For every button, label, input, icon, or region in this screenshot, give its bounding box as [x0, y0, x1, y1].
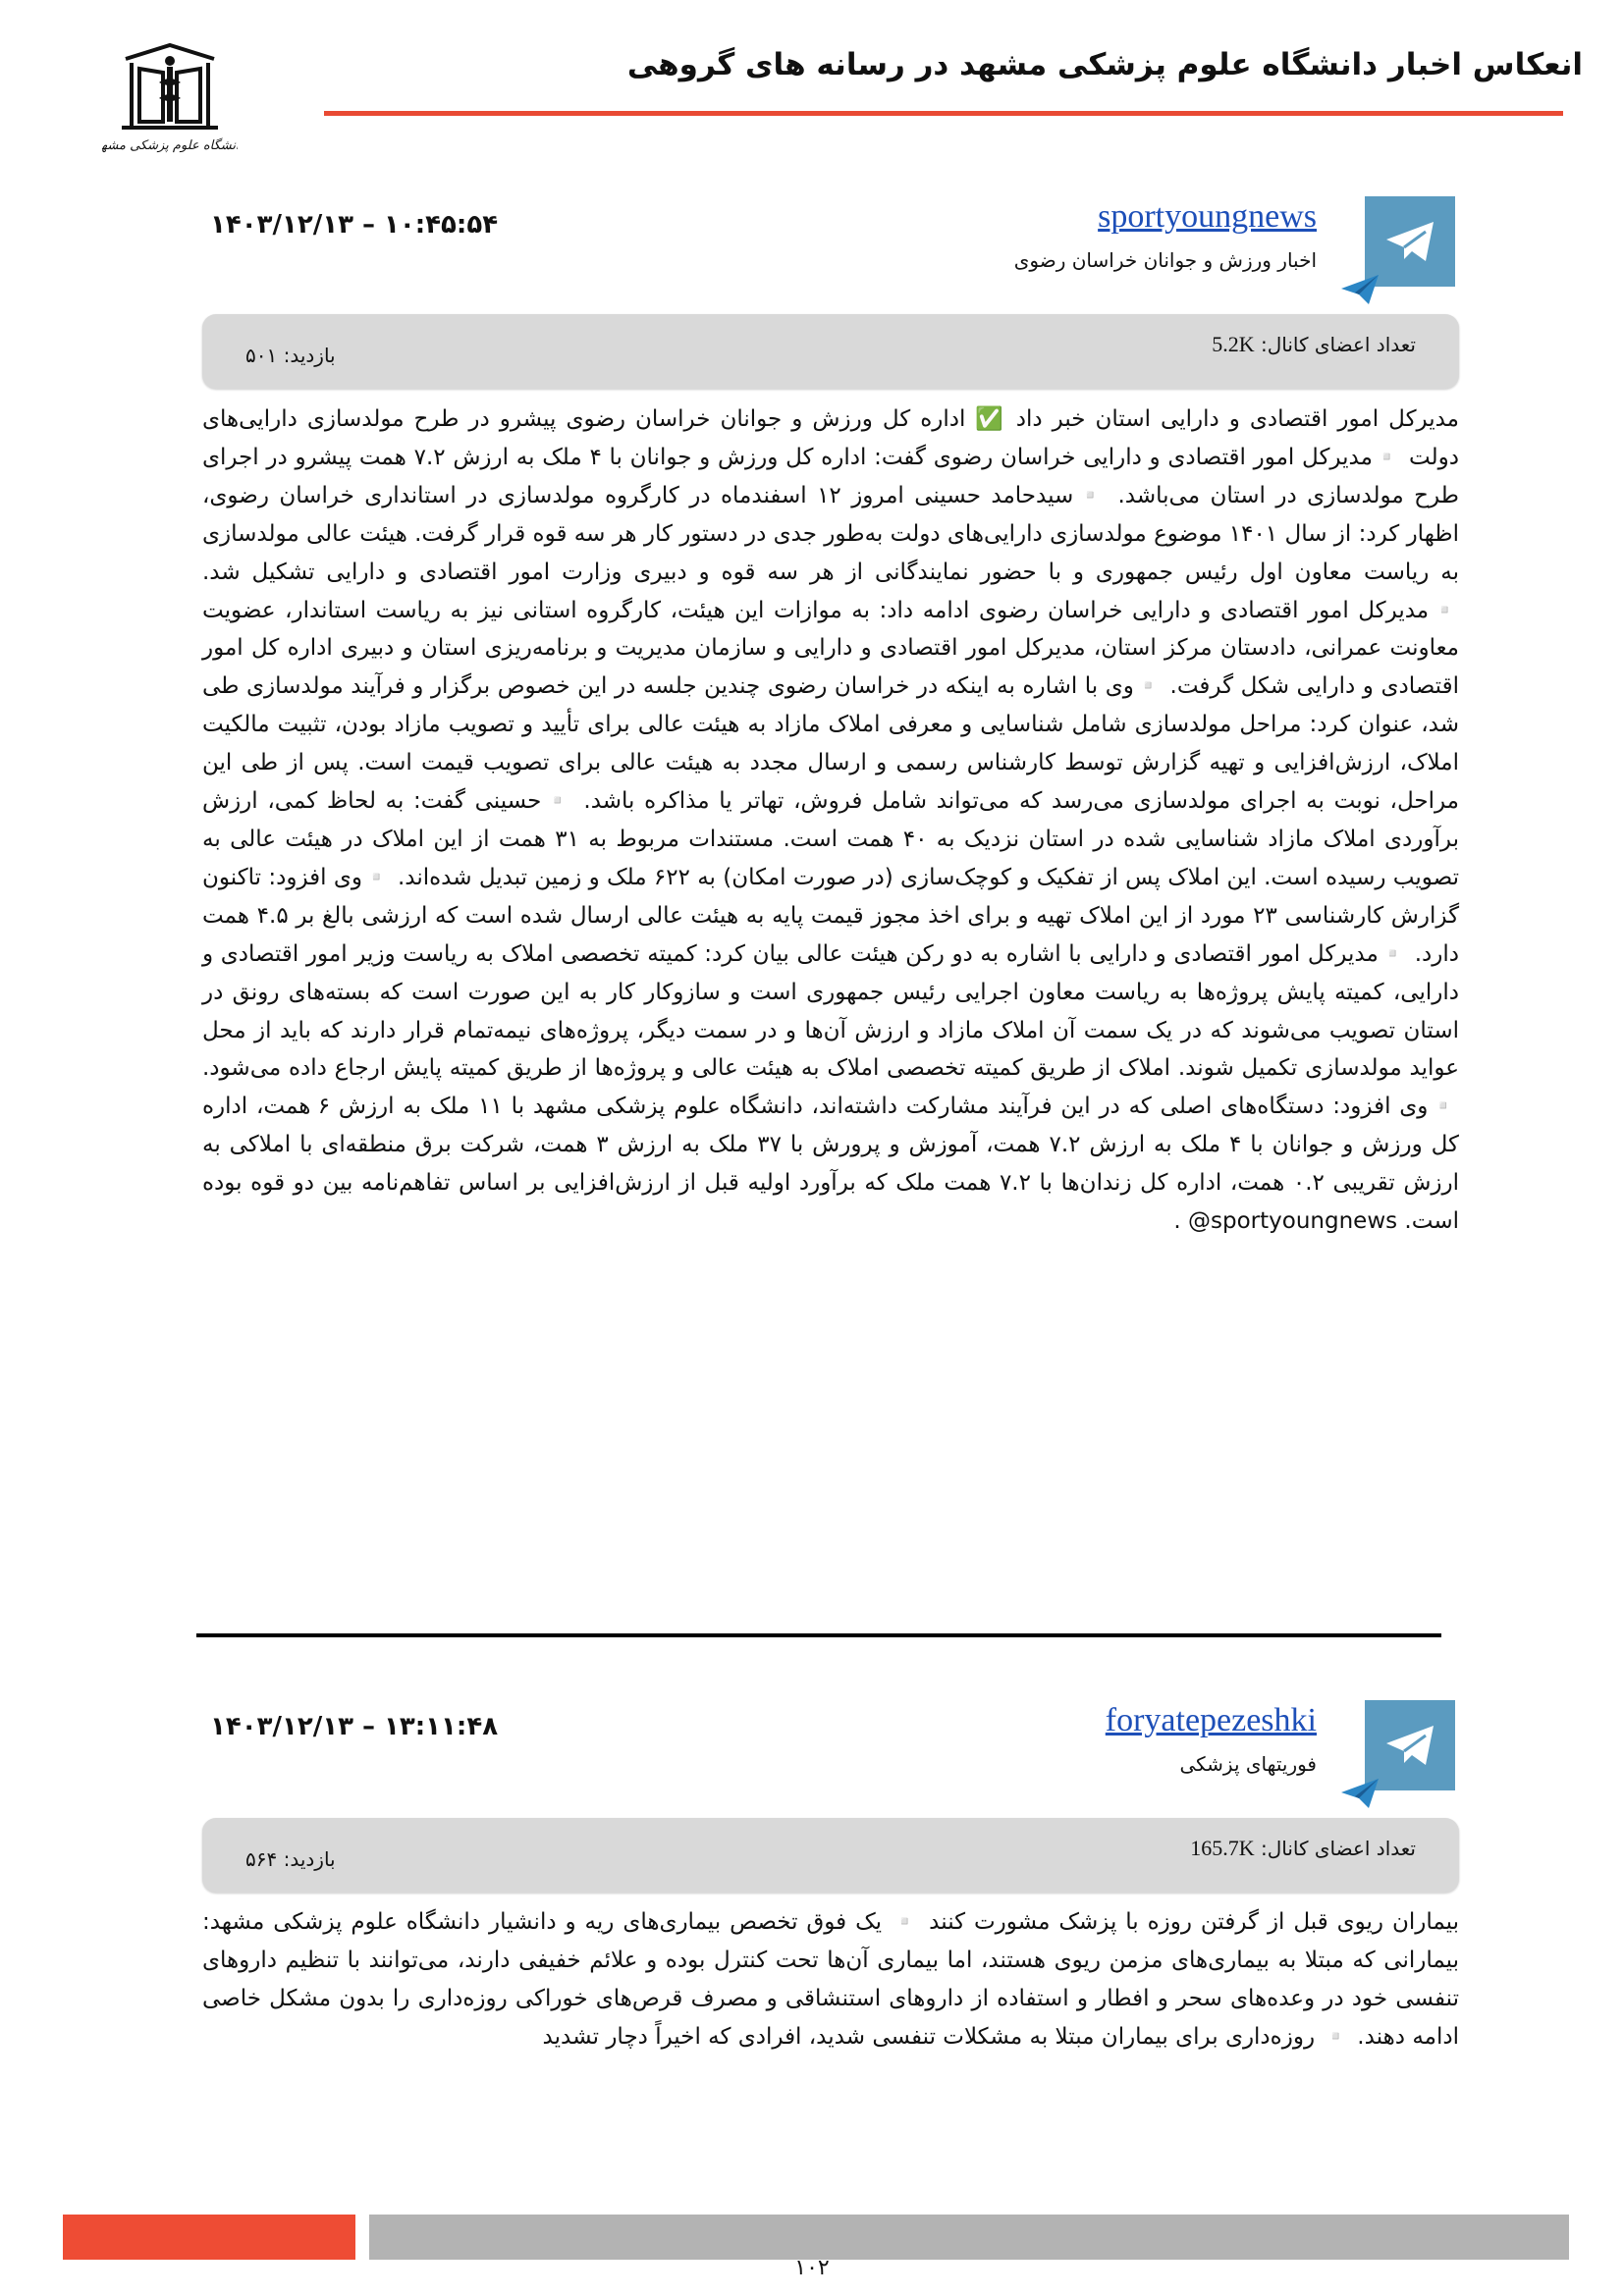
post-stats-box [202, 314, 1459, 389]
header-divider [324, 111, 1563, 116]
paper-plane-icon [1339, 1777, 1380, 1810]
channel-members [1190, 1836, 1416, 1861]
post-datetime: ۱۴۰۳/۱۲/۱۳ – ۱۰:۴۵:۵۴ [210, 210, 499, 240]
page-header-title: انعکاس اخبار دانشگاه علوم پزشکی مشهد در رسانه های گروهی [626, 47, 1583, 82]
members-value: 165.7K [1190, 1836, 1255, 1860]
members-label: تعداد اعضای کانال: [1260, 1837, 1416, 1860]
page-number: ۱۰۲ [794, 2256, 830, 2280]
post-divider [196, 1633, 1441, 1637]
footer-bar [369, 2215, 1569, 2260]
view-count: بازدید: ۵۰۱ [245, 344, 336, 367]
view-count: بازدید: ۵۶۴ [245, 1847, 336, 1871]
footer-accent-bar [63, 2215, 355, 2260]
post-datetime: ۱۴۰۳/۱۲/۱۳ – ۱۳:۱۱:۴۸ [210, 1712, 499, 1741]
post-stats-box [202, 1818, 1459, 1893]
paper-plane-icon [1339, 273, 1380, 306]
members-value: 5.2K [1212, 332, 1255, 356]
members-label: تعداد اعضای کانال: [1260, 333, 1416, 356]
post-body-text: مدیرکل امور اقتصادی و دارایی استان خبر داد ✅ اداره کل ورزش و جوانان خراسان رضوی پیشرو در طرح مولدسازی دارایی‌های دولت ▫️مدیرکل امور اقتصادی و دارایی خراسان رضوی گفت: اداره کل ورزش و جوانان با ۴ ملک به ارزش ۷.۲ همت پیشرو در اجرای طرح مولدسازی در استان می‌باشد. ▫️سیدحامد حسینی امروز ۱۲ اسفندماه در کارگروه مولدسازی در استانداری خراسان رضوی، اظهار کرد: از سال ۱۴۰۱ موضوع مولدسازی دارایی‌های دولت به‌طور جدی در دستور کار هر سه قوه قرار گرفت. هیئت عالی مولدسازی به ریاست معاون اول رئیس جمهوری و با حضور نمایندگانی از هر سه قوه و دبیری وزارت امور اقتصادی و دارایی تشکیل شد. ▫️مدیرکل امور اقتصادی و دارایی خراسان رضوی ادامه داد: به موازات این هیئت، کارگروه استانی نیز به ریاست استاندار، عضویت معاونت عمرانی، دادستان مرکز استان، مدیرکل امور اقتصادی و دارایی و سازمان مدیریت و برنامه‌ریزی استان و دبیری اداره کل امور اقتصادی و دارایی شکل گرفت. ▫️وی با اشاره به اینکه در خراسان رضوی چندین جلسه در این خصوص برگزار و فرآیند مولدسازی طی شد، عنوان کرد: مراحل مولدسازی شامل شناسایی و معرفی املاک مازاد به هیئت عالی برای تأیید و تصویب مازاد بودن، تثبیت مالکیت املاک، ارزش‌افزایی و تهیه گزارش توسط کارشناس رسمی و ارسال مجدد به هیئت عالی برای تصویب قیمت است. پس از طی این مراحل، نوبت به اجرای مولدسازی می‌رسد که می‌تواند شامل فروش، تهاتر یا مذاکره باشد. ▫️حسینی گفت: به لحاظ کمی، ارزش برآوردی املاک مازاد شناسایی شده در استان نزدیک به ۴۰ همت است. مستندات مربوط به ۳۱ همت از این املاک در هیئت عالی به تصویب رسیده است. این املاک پس از تفکیک و کوچک‌سازی (در صورت امکان) به ۶۲۲ ملک و زمین تبدیل شده‌اند. ▫️وی افزود: تاکنون گزارش کارشناسی ۲۳ مورد از این املاک تهیه و برای اخذ مجوز قیمت پایه به هیئت عالی ارسال شده است که ارزشی بالغ بر ۴.۵ همت دارد. ▫️مدیرکل امور اقتصادی و دارایی با اشاره به دو رکن هیئت عالی بیان کرد: کمیته تخصصی املاک به ریاست وزیر امور اقتصادی و دارایی، کمیته پایش پروژه‌ها به ریاست معاون اجرایی رئیس جمهوری است و سازوکار کار به این صورت است که بسته‌های رونق در استان تصویب می‌شوند که در یک سمت آن املاک مازاد و ارزش آن‌ها و در سمت دیگر، پروژه‌های نیمه‌تمام قرار دارند که باید از محل عواید مولدسازی تکمیل شوند. املاک از طریق کمیته تخصصی املاک به هیئت عالی و پروژه‌ها از طریق کمیته پایش ارجاع داده می‌شود. ▫️وی افزود: دستگاه‌های اصلی که در این فرآیند مشارکت داشته‌اند، دانشگاه علوم پزشکی مشهد با ۱۱ ملک به ارزش ۶ همت، اداره کل ورزش و جوانان با ۴ ملک به ارزش ۷.۲ همت، آموزش و پرورش با ۳۷ ملک به ارزش ۳ همت، شرکت برق منطقه‌ای با املاکی به ارزش تقریبی ۰.۲ همت، اداره کل زندان‌ها با ۷.۲ همت ملک که برآورد اولیه قبل از ارزش‌افزایی بر اساس تفاهم‌نامه بین دو قوه بوده است. ‎@sportyoungnews . [202, 406, 1460, 1235]
channel-description: فوریتهای پزشکی [1179, 1752, 1317, 1776]
channel-description: اخبار ورزش و جوانان خراسان رضوی [1013, 248, 1317, 272]
channel-handle-link[interactable]: sportyoungnews [1098, 198, 1317, 235]
channel-handle-link[interactable]: foryatepezeshki [1105, 1702, 1317, 1738]
channel-members [1212, 332, 1416, 357]
svg-text:دانشگاه علوم پزشکی مشهد: دانشگاه علوم پزشکی مشهد [102, 138, 238, 153]
university-logo [102, 39, 238, 165]
post-body-text: بیماران ریوی قبل از گرفتن روزه با پزشک مشورت کنند ▫️ یک فوق تخصص بیماری‌های ریه و دانشیار دانشگاه علوم پزشکی مشهد: بیمارانی که مبتلا به بیماری‌های مزمن ریوی هستند، اما بیماری آن‌ها تحت کنترل بوده و علائم خفیفی دارند، می‌توانند با تنظیم داروهای تنفسی خود در وعده‌های سحر و افطار و استفاده از داروهای استنشاقی و مصرف قرص‌های خوراکی روزه‌داری را بدون مشکل خاصی ادامه دهند. ▫️ روزه‌داری برای بیماران مبتلا به مشکلات تنفسی شدید، افرادی که اخیراً دچار تشدید [202, 1909, 1459, 2050]
